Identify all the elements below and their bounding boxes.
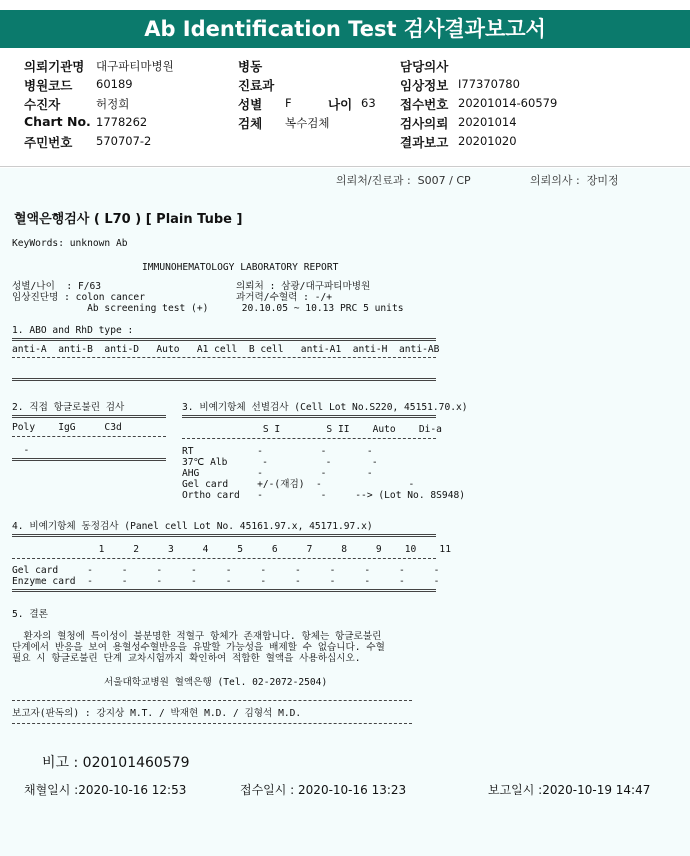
- section3-row-ahg: AHG - - -: [182, 468, 373, 479]
- sex-value: F: [285, 96, 292, 110]
- report-title: Ab Identification Test 검사결과보고서: [0, 10, 690, 48]
- history: 과거력/수혈력 : -/+: [236, 292, 333, 303]
- conclusion-line-3: 필요 시 항글로불린 단계 교차시험까지 확인하여 적합한 혈액을 사용하십시오.: [12, 653, 361, 664]
- conclusion-line-1: 환자의 혈청에 특이성이 불분명한 적혈구 항체가 존재합니다. 항체는 항글로불린: [12, 631, 382, 642]
- referrer: 의뢰처 : 삼광/대구파티마병원: [236, 281, 371, 292]
- resident-no-value: 570707-2: [96, 134, 152, 148]
- age-value: 63: [361, 96, 376, 110]
- collected-time: 채혈일시 :2020-10-16 12:53: [24, 783, 187, 797]
- request-date-label: 검사의뢰: [400, 116, 449, 131]
- dept-label: 진료과: [238, 78, 275, 93]
- request-date-value: 20201014: [458, 115, 517, 129]
- keywords: KeyWords: unknown Ab: [12, 238, 128, 249]
- lab-title: IMMUNOHEMATOLOGY LABORATORY REPORT: [142, 262, 339, 273]
- remark: 비고 : 020101460579: [42, 755, 190, 771]
- received-time: 접수일시 : 2020-10-16 13:23: [240, 783, 407, 797]
- specimen-value: 복수검체: [285, 116, 330, 130]
- specimen-label: 검체: [238, 116, 263, 131]
- section1-rule-mid: [12, 357, 436, 358]
- section2-columns: Poly IgG C3d: [12, 422, 122, 433]
- section4-rule-top: [12, 534, 436, 537]
- ward-label: 병동: [238, 59, 263, 74]
- reporter-rule-top: [12, 700, 412, 701]
- section2-title: 2. 직접 항글로불린 검사: [12, 402, 125, 413]
- age-label: 나이: [328, 97, 353, 112]
- section4-row-enzyme: Enzyme card - - - - - - - - - - -: [12, 576, 440, 587]
- reporter: 보고자(판독의) : 강지상 M.T. / 박재현 M.D. / 김형석 M.D.: [12, 708, 302, 719]
- header-divider: [0, 166, 690, 167]
- section3-row-alb: 37℃ Alb - - -: [182, 457, 378, 468]
- conclusion-line-2: 단계에서 반응을 보여 용혈성수혈반응을 유발할 가능성을 배제할 수 없습니다. 수혈: [12, 642, 385, 653]
- referral-doctor: 의뢰의사 : 장미정: [530, 174, 619, 187]
- report-date-value: 20201020: [458, 134, 517, 148]
- section4-columns: 1 2 3 4 5 6 7 8 9 10 11: [12, 544, 451, 555]
- section1-columns: anti-A anti-B anti-D Auto A1 cell B cell anti-A1 anti-H anti-AB: [12, 344, 440, 355]
- hospital-code-value: 60189: [96, 77, 133, 91]
- referral-dept: 의뢰처/진료과 : S007 / CP: [336, 174, 471, 187]
- chart-no-label: Chart No.: [24, 114, 91, 129]
- report-date-label: 결과보고: [400, 135, 449, 150]
- section3-row-ortho: Ortho card - - --> (Lot No. 8S948): [182, 490, 466, 501]
- org-value: 대구파티마병원: [96, 59, 174, 73]
- reporter-rule-bottom: [12, 723, 412, 724]
- org-label: 의뢰기관명: [24, 59, 85, 74]
- section2-value: -: [12, 445, 30, 456]
- section3-title: 3. 비예기항체 선별검사 (Cell Lot No.S220, 45151.70.x): [182, 402, 468, 413]
- receipt-no-value: 20201014-60579: [458, 96, 558, 110]
- transfusion: 20.10.05 ~ 10.13 PRC 5 units: [236, 303, 404, 314]
- section4-title: 4. 비예기항체 동정검사 (Panel cell Lot No. 45161.97.x, 45171.97.x): [12, 521, 373, 532]
- sex-label: 성별: [238, 97, 263, 112]
- section2-rule-top: [12, 415, 166, 418]
- doctor-label: 담당의사: [400, 59, 449, 74]
- resident-no-label: 주민번호: [24, 135, 73, 150]
- section4-row-gel: Gel card - - - - - - - - - - -: [12, 565, 440, 576]
- diagnosis: 임상진단명 : colon cancer: [12, 292, 145, 303]
- section4-rule-bottom: [12, 589, 436, 592]
- section2-rule-bottom: [12, 458, 166, 461]
- reported-time: 보고일시 :2020-10-19 14:47: [488, 783, 651, 797]
- hospital-code-label: 병원코드: [24, 78, 73, 93]
- section4-rule-mid: [12, 558, 436, 559]
- section1-rule-top: [12, 338, 436, 341]
- hospital-contact: 서울대학교병원 혈액은행 (Tel. 02-2072-2504): [104, 677, 328, 688]
- chart-no-value: 1778262: [96, 115, 148, 129]
- section1-title: 1. ABO and RhD type :: [12, 325, 134, 336]
- report-body: [0, 168, 690, 856]
- receipt-no-label: 접수번호: [400, 97, 449, 112]
- clinical-info-value: I77370780: [458, 77, 520, 91]
- sex-age: 성별/나이 : F/63: [12, 281, 102, 292]
- patient-value: 허정희: [96, 97, 130, 111]
- patient-label: 수진자: [24, 97, 61, 112]
- report-heading: 혈액은행검사 ( L70 ) [ Plain Tube ]: [14, 212, 243, 227]
- clinical-info-label: 임상정보: [400, 78, 449, 93]
- section5-title: 5. 결론: [12, 609, 48, 620]
- section3-columns: S I S II Auto Di-a: [182, 424, 442, 435]
- screening: Ab screening test (+): [12, 303, 209, 314]
- section2-rule-mid: [12, 436, 166, 437]
- section3-rule-top: [182, 415, 436, 418]
- section3-rule-mid: [182, 438, 436, 439]
- section3-row-gel: Gel card +/-(재검) - -: [182, 479, 415, 490]
- section1-rule-bottom: [12, 378, 436, 381]
- section3-row-rt: RT - - -: [182, 446, 373, 457]
